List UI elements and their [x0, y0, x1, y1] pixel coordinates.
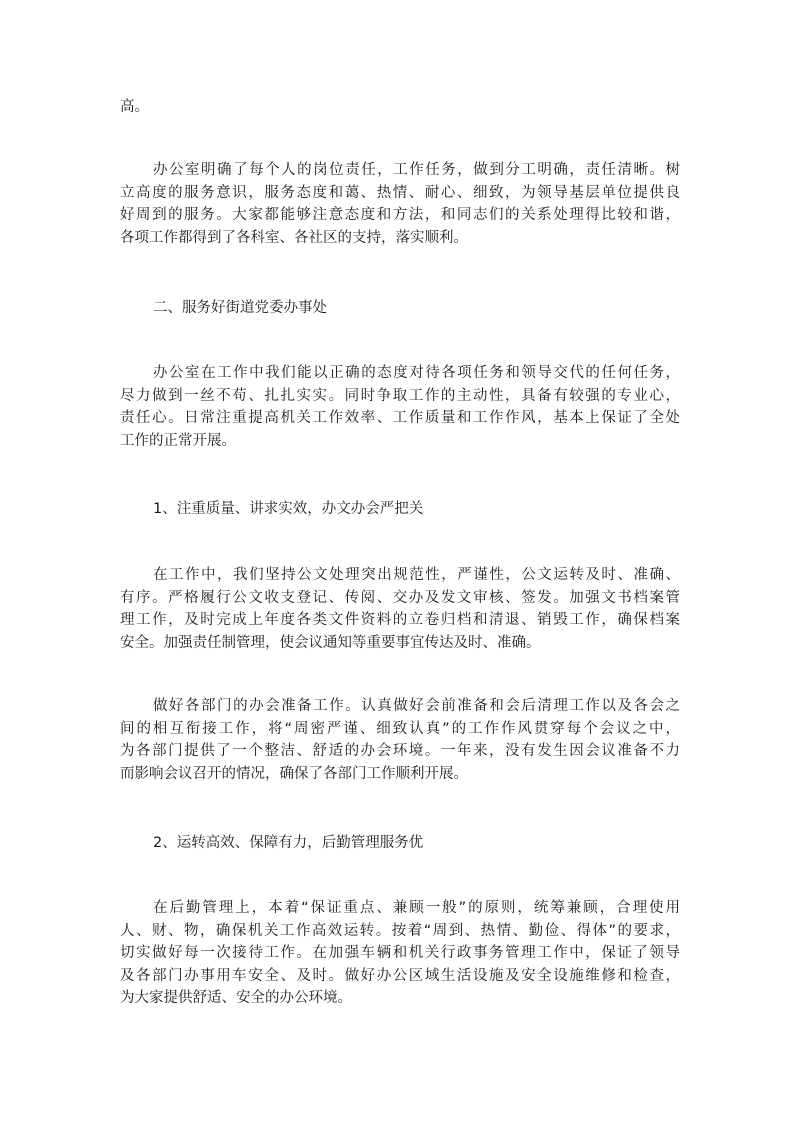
text-line: 尽力做到一丝不苟、扎扎实实。同时争取工作的主动性，具备有较强的专业心，: [120, 387, 680, 404]
text-line: 为各部门提供了一个整洁、舒适的办会环境。一年来，没有发生因会议准备不力: [120, 743, 680, 759]
text-line: 安全。加强责任制管理，使会议通知等重要事宜传达及时、准确。: [120, 634, 541, 651]
text-line: 而影响会议召开的情况，确保了各部门工作顺利开展。: [120, 765, 468, 782]
paragraph-meeting-preparation: [120, 695, 680, 785]
text-line: 好周到的服务。大家都能够注意态度和方法，和同志们的关系处理得比较和谐，: [120, 207, 680, 223]
subsection-heading-2: 2、运转高效、保障有力，后勤管理服务优: [153, 835, 424, 851]
text-line: 在工作中，我们坚持公文处理突出规范性，严谨性，公文运转及时、准确、: [153, 567, 680, 583]
text-line: 办公室明确了每个人的岗位责任，工作任务，做到分工明确，责任清晰。树: [153, 162, 680, 178]
text-line: 办公室在工作中我们能以正确的态度对待各项任务和领导交代的任何任务，: [153, 365, 680, 381]
subsection-heading-1: 1、注重质量、讲求实效，办文办会严把关: [153, 501, 424, 517]
text-line: 人、财、物，确保机关工作高效运转。按着“周到、热情、勤俭、得体”的要求，: [120, 922, 680, 939]
text-line: 有序。严格履行公文收支登记、传阅、交办及发文审核、签发。加强文书档案管: [120, 589, 680, 606]
text-line: 理工作，及时完成上年度各类文件资料的立卷归档和清退、销毁工作，确保档案: [120, 612, 680, 628]
section-heading-2: 二、服务好街道党委办事处: [153, 300, 327, 316]
text-line: 立高度的服务意识，服务态度和蔼、热情、耐心、细致，为领导基层单位提供良: [120, 184, 680, 201]
text-line: 工作的正常开展。: [120, 432, 236, 449]
text-line: 在后勤管理上，本着“保证重点、兼顾一般”的原则，统筹兼顾，合理使用: [153, 900, 680, 916]
text-line: 间的相互衔接工作，将“周密严谨、细致认真”的工作作风贯穿每个会议之中，: [120, 720, 680, 737]
paragraph-document-handling: [120, 564, 680, 654]
text-line: 为大家提供舒适、安全的办公环境。: [120, 990, 352, 1006]
text-line: 责任心。日常注重提高机关工作效率、工作质量和工作作风，基本上保证了全处: [120, 410, 680, 426]
paragraph-continuation: [120, 96, 680, 119]
text-line: 切实做好每一次接待工作。在加强车辆和机关行政事务管理工作中，保证了领导: [120, 945, 680, 961]
paragraph-logistics-management: [120, 897, 680, 1010]
text-line: 各项工作都得到了各科室、各社区的支持，落实顺利。: [120, 229, 468, 246]
text-line: 高。: [120, 99, 149, 115]
paragraph-office-responsibility: [120, 159, 680, 249]
text-line: 及各部门办事用车安全、及时。做好办公区域生活设施及安全设施维修和检查，: [120, 967, 680, 984]
text-line: 做好各部门的办会准备工作。认真做好会前准备和会后清理工作以及各会之: [153, 698, 680, 714]
paragraph-office-attitude: [120, 362, 680, 452]
